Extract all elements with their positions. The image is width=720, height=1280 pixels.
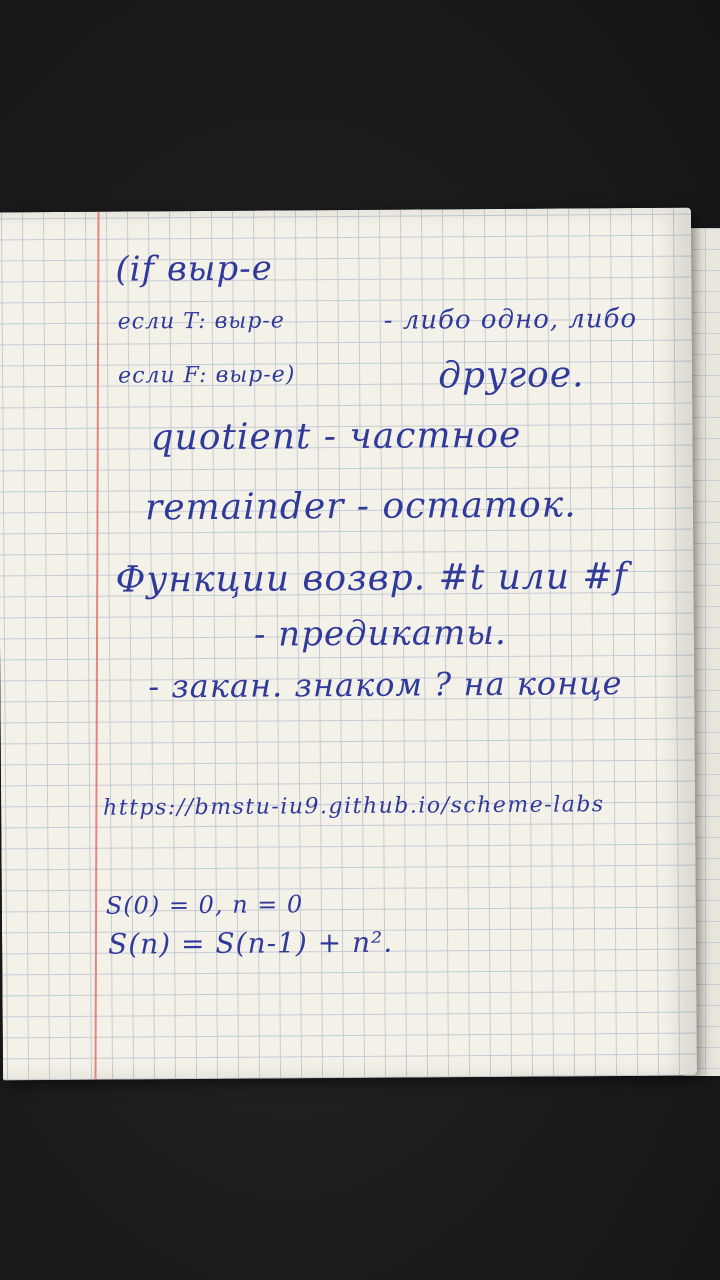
handwritten-line: quotient - частное (150, 414, 522, 459)
handwritten-formula: S(0) = 0, n = 0 (105, 890, 304, 920)
handwritten-url: https://bmstu-iu9.github.io/scheme-labs (103, 792, 605, 821)
handwritten-line: другое. (437, 354, 585, 397)
red-margin-line (94, 212, 99, 1080)
handwritten-line: - предикаты. (253, 612, 507, 655)
handwritten-formula: S(n) = S(n-1) + n². (107, 925, 394, 961)
notebook-page (0, 208, 697, 1081)
handwritten-line: если F: выр-е) (118, 362, 296, 389)
handwritten-line: (if выр-е (115, 248, 273, 290)
handwritten-line: - либо одно, либо (383, 303, 638, 336)
handwritten-line: если T: выр-е (117, 308, 285, 335)
handwritten-line: - закан. знаком ? на конце (148, 664, 623, 706)
handwritten-line: remainder - остаток. (144, 484, 577, 529)
handwritten-line: Функции возвр. #t или #f (115, 556, 629, 601)
